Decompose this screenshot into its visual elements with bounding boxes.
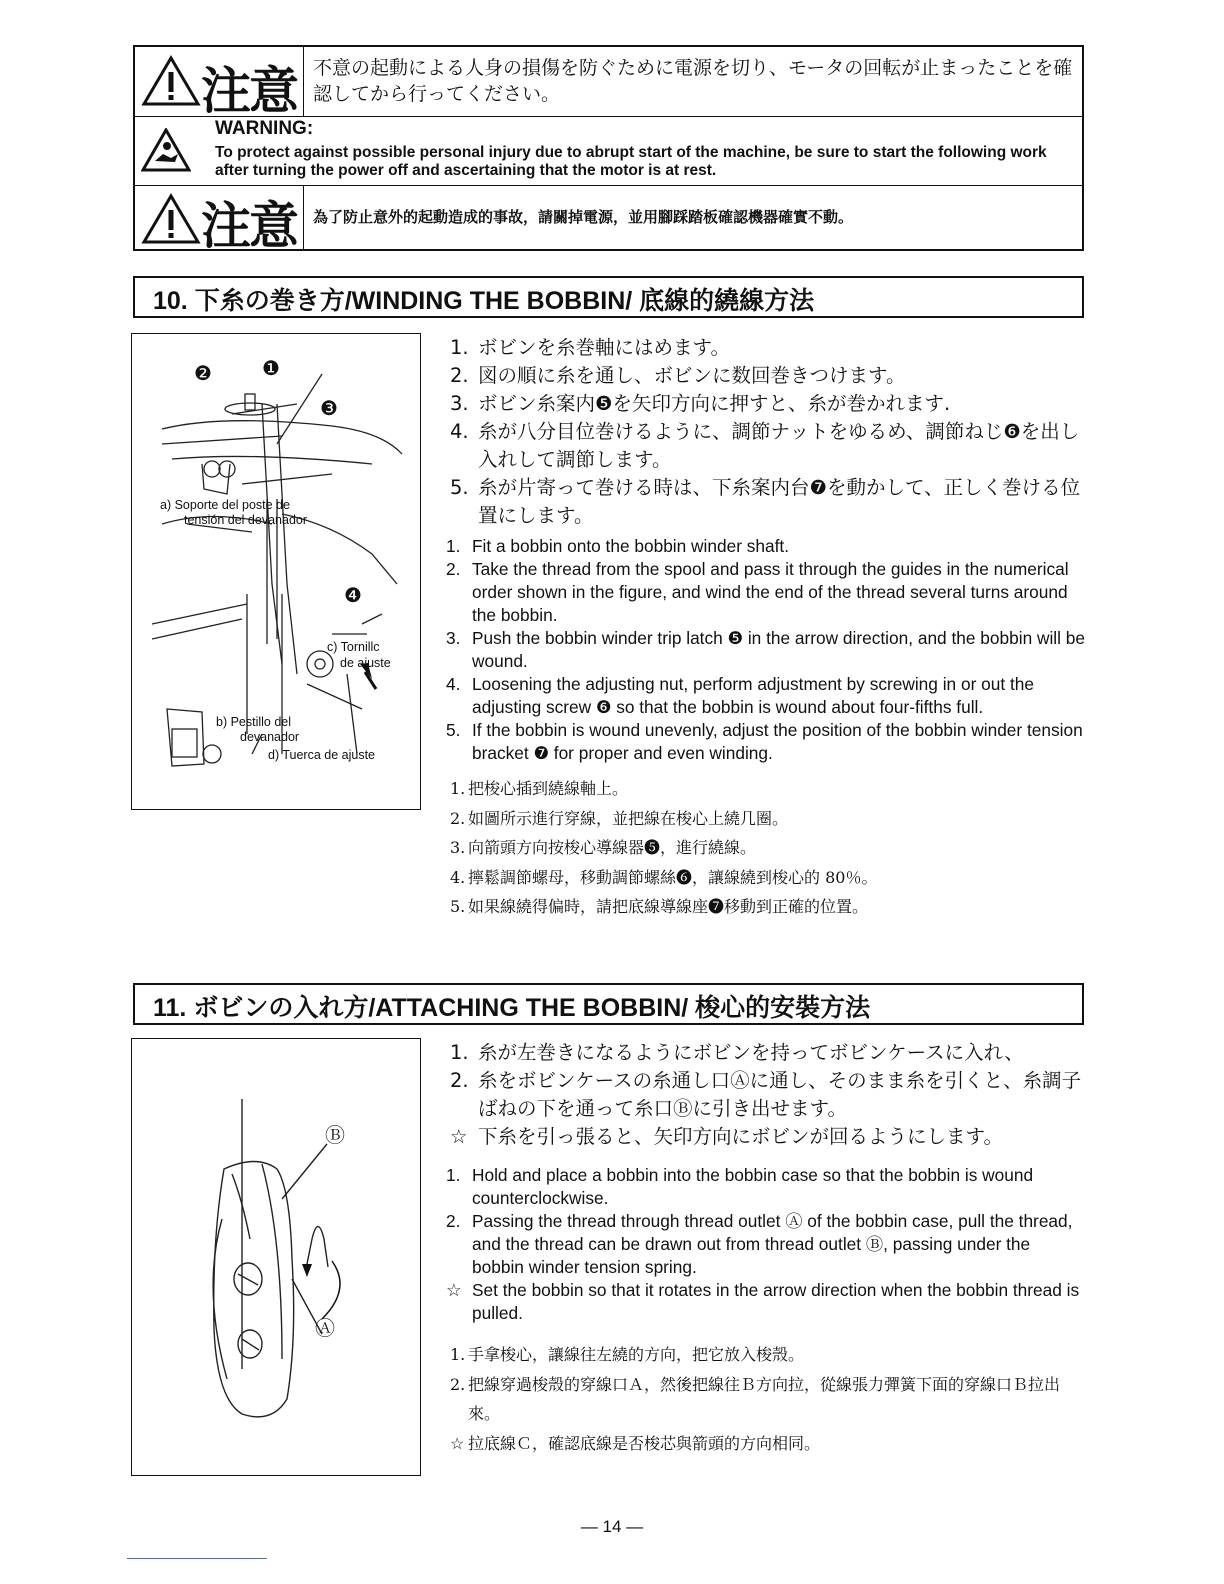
section-10-jp-list xyxy=(450,334,1090,530)
caution-row-zh xyxy=(135,185,1082,255)
section-10-en-list xyxy=(446,535,1086,765)
list-item: 2. 糸をボビンケースの糸通し口Ⓐに通し、そのまま糸を引くと、糸調子ばねの下を通って糸口Ⓑに引き出せます。 xyxy=(450,1069,1082,1120)
list-item: 2. Take the thread from the spool and pass it through the guides in the numerical order shown in the figure, and wind the end of the thread several turns around the bobbin. xyxy=(446,559,1069,625)
section-11-header xyxy=(133,983,1084,1025)
caution-cell xyxy=(135,47,304,120)
section-10-zh-list xyxy=(450,774,1090,922)
caution-label-zh: 注意 xyxy=(201,196,297,255)
caution-label: 注意 xyxy=(201,61,297,120)
list-item: 1. 把梭心插到繞線軸上。 xyxy=(450,779,629,798)
bobbin-case-figure xyxy=(131,1038,421,1476)
list-item: 4. 擰鬆調節螺母，移動調節螺絲❻，讓線繞到梭心的 80％。 xyxy=(450,867,878,887)
list-item: 4. 糸が八分目位巻けるように、調節ナットをゆるめ、調節ねじ❻を出し入れして調節します。 xyxy=(450,420,1080,471)
warning-text-en: To protect against possible personal injury due to abrupt start of the machine, be sure to start the following work after turning the power off and ascertaining that the motor is at rest. xyxy=(215,144,1047,179)
marker-B: Ⓑ xyxy=(325,1125,345,1147)
marker-A: Ⓐ xyxy=(315,1318,335,1340)
list-item: 3. 向箭頭方向按梭心導線器❺，進行繞線。 xyxy=(450,838,757,857)
caution-text-jp: 不意の起動による人身の損傷を防ぐために電源を切り、モータの回転が止まったことを確認してから行ってください。 xyxy=(313,57,1073,105)
list-item: 4. Loosening the adjusting nut, perform adjustment by screwing in or out the adjusting screw ❻ so that the bobbin is wound about four-fifths full. xyxy=(446,674,1034,717)
label-c: c) Tornillc xyxy=(327,640,380,654)
bottom-rule xyxy=(127,1558,267,1559)
section-11-zh-list xyxy=(450,1340,1090,1458)
caution-cell-zh xyxy=(135,185,304,255)
marker-2: ❷ xyxy=(194,363,212,385)
label-d: d) Tuerca de ajuste xyxy=(268,748,376,762)
marker-4: ❹ xyxy=(344,585,362,607)
marker-3: ❸ xyxy=(320,398,338,420)
section-11-en-list xyxy=(446,1164,1086,1325)
section-11-jp-list xyxy=(450,1039,1090,1151)
hand-hazard-icon xyxy=(141,128,191,172)
page-number: — 14 — xyxy=(580,1517,644,1536)
list-item: 3. Push the bobbin winder trip latch ❺ in the arrow direction, and the bobbin will be wound. xyxy=(446,628,1086,671)
list-item: 1. 手拿梭心，讓線往左繞的方向，把它放入梭殼。 xyxy=(450,1345,805,1364)
warning-triangle-icon xyxy=(141,193,201,245)
warning-title: WARNING: xyxy=(215,118,314,139)
list-item: 1. Fit a bobbin onto the bobbin winder shaft. xyxy=(446,536,790,556)
marker-1: ❶ xyxy=(262,358,280,380)
bobbin-case-drawing xyxy=(132,1039,420,1475)
list-item: 3. ボビン糸案内❺を矢印方向に押すと、糸が巻かれます. xyxy=(450,392,951,415)
list-item: ☆ Set the bobbin so that it rotates in the arrow direction when the bobbin thread is pulled. xyxy=(446,1280,1080,1323)
label-a: a) Soporte del poste de xyxy=(160,498,290,512)
bobbin-winder-figure xyxy=(131,333,421,810)
section-10-header xyxy=(133,276,1084,318)
list-item: 5. If the bobbin is wound unevenly, adjust the position of the bobbin winder tension bracket ❼ for proper and even winding. xyxy=(446,720,1083,763)
section-11-title: 11. ボビンの入れ方/ATTACHING THE BOBBIN/ 梭心的安裝方法 xyxy=(153,994,871,1022)
list-item: ☆ 拉底線Ｃ，確認底線是否梭芯與箭頭的方向相同。 xyxy=(450,1433,821,1453)
list-item: ☆ 下糸を引っ張ると、矢印方向にボビンが回るようにします。 xyxy=(450,1125,1003,1148)
warning-row-en xyxy=(135,116,1082,186)
caution-row-jp xyxy=(135,47,1082,120)
list-item: 2. 如圖所示進行穿線，並把線在梭心上繞几圈。 xyxy=(450,808,789,828)
list-item: 1. 糸が左巻きになるようにボビンを持ってボビンケースに入れ、 xyxy=(450,1041,1024,1064)
warning-box xyxy=(133,45,1084,255)
label-b: b) Pestillo del xyxy=(216,715,292,729)
warning-triangle-icon xyxy=(141,55,201,107)
list-item: 2. 図の順に糸を通し、ボビンに数回巻きつけます。 xyxy=(450,364,906,387)
label-c-line2: de ajuste xyxy=(340,656,391,670)
label-b-line2: devanador xyxy=(240,730,300,744)
label-a-line2: tensión del devanador xyxy=(184,513,308,527)
caution-text-zh: 為了防止意外的起動造成的事故，請關掉電源，並用腳踩踏板確認機器確實不動。 xyxy=(313,208,854,226)
section-10-title: 10. 下糸の巻き方/WINDING THE BOBBIN/ 底線的繞線方法 xyxy=(153,287,815,315)
list-item: 2. 把線穿過梭殼的穿線口Ａ，然後把線往Ｂ方向拉，從線張力彈簧下面的穿線口Ｂ拉出來。 xyxy=(450,1374,1061,1423)
list-item: 2. Passing the thread through thread outlet Ⓐ of the bobbin case, pull the thread, and the thread can be drawn out from thread outlet Ⓑ, passing under the bobbin winder tension spring. xyxy=(446,1211,1073,1277)
list-item: 1. Hold and place a bobbin into the bobbin case so that the bobbin is wound counterclockwise. xyxy=(446,1165,1034,1208)
list-item: 1. ボビンを糸巻軸にはめます。 xyxy=(450,336,730,359)
list-item: 5. 糸が片寄って巻ける時は、下糸案内台❼を動かして、正しく巻ける位置にします。 xyxy=(450,476,1081,527)
list-item: 5. 如果線繞得偏時，請把底線導線座❼移動到正確的位置。 xyxy=(450,897,869,916)
